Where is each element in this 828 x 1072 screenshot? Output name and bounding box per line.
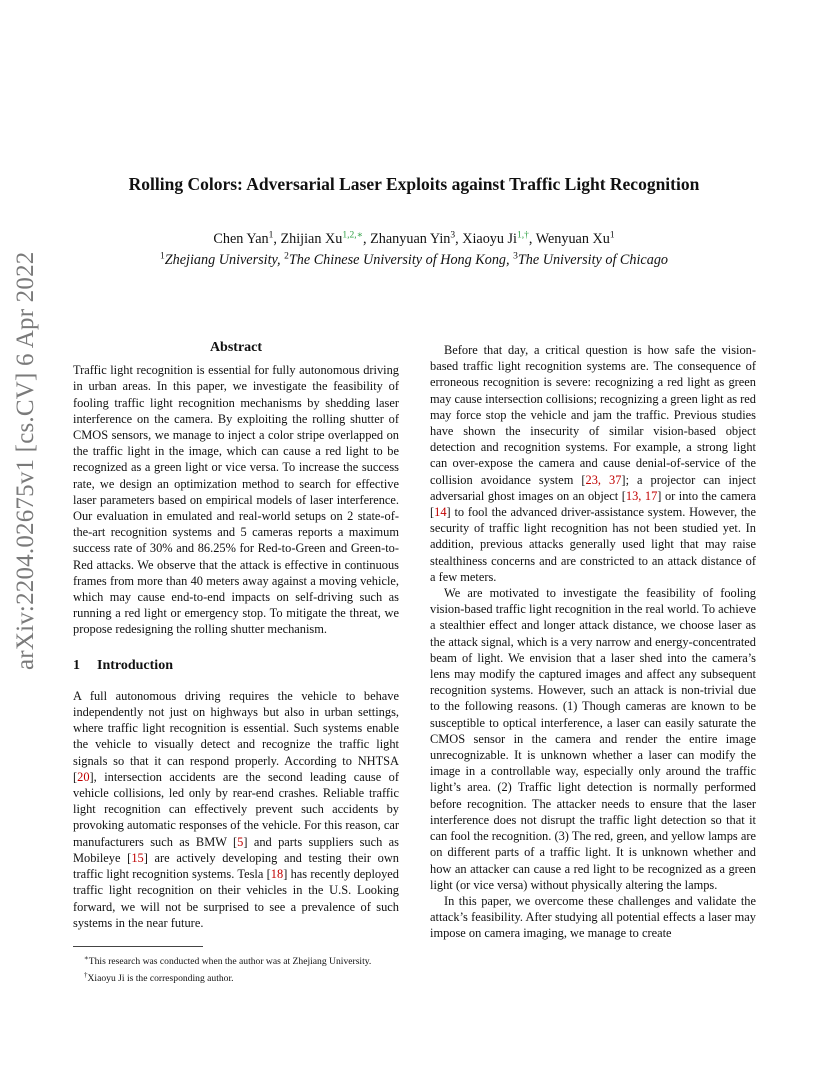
affiliation-mark: 1 [159, 251, 165, 262]
footnotes [84, 952, 404, 986]
footnote-text: This research was conducted when the author was at Zhejiang University. [88, 956, 372, 968]
affiliation-mark: 2 [284, 251, 289, 262]
paper-title: Rolling Colors: Adversarial Laser Exploits against Traffic Light Recognition [128, 174, 700, 194]
arxiv-identifier-text: arXiv:2204.02675v1 [cs.CV] 6 Apr 2022 [12, 251, 39, 670]
footnote [84, 952, 404, 969]
author-affiliation-mark: 1,2,∗ [342, 230, 364, 241]
author-affiliation-mark: 3 [450, 230, 456, 241]
footnote-divider [73, 946, 203, 947]
citation-link[interactable]: 20 [77, 769, 90, 784]
footnote-mark: † [84, 970, 88, 979]
author-name: Wenyuan Xu [535, 231, 610, 247]
affiliation-name: The Chinese University of Hong Kong, [288, 252, 510, 268]
citation-link[interactable]: 18 [270, 867, 284, 882]
affiliation-name: The University of Chicago [517, 252, 669, 268]
author-list: Chen Yan$^1$, Zhijian $Xu^{1,2,∗}$, Zhanyuan Yin$^3$, Xiaoyu $Ji^{1,\dagger}$, Wenyuan Xu$^1$ [213, 230, 615, 247]
citation-link[interactable]: 14 [434, 505, 447, 520]
footnote [84, 969, 404, 986]
abstract-heading: Abstract [209, 340, 263, 355]
section-number: 1 [73, 657, 80, 673]
affiliation-name: Zhejiang University, [164, 252, 281, 268]
intro-paragraph-1: A full autonomous driving requires the vehicle to behave independently not just on highways but also in urban settings, where traffic light recognition is essential. Such systems enable the vehicle to visually detect and recognize the traffic light signals so that it can respond properly. According to NHTSA [20], intersection accidents are the second leading cause of vehicle collisions, led only by rear-end crashes. Reliable traffic light recognition can effectively prevent such accidents by provoking automatic responses of the vehicle. For this reason, car manufacturers such as BMW [5] and parts suppliers such as Mobileye [15] are actively developing and testing their own traffic light recognition systems. Tesla [18] has recently deployed traffic light recognition on their vehicles in the U.S. Looking forward, we will not be surprised to see a prevalence of such systems in the near future. [73, 688, 399, 930]
intro-paragraph-2: Before that day, a critical question is how safe the vision-based traffic light recognition systems are. The consequence of erroneous recognition is severe: recognizing a red light as green may cause intersection collisions; recognizing a green light as red may force stop the vehicle and jam the traffic. Previous studies have shown the insecurity of similar vision-based object detection and recognition systems. For example, a strong light can over-expose the camera and cause denial-of-service of the collision avoidance system [23, 37]; a projector can inject adversarial ghost images on an object [13, 17] or into the camera [14] to fool the advanced driver-assistance system. However, the security of traffic light recognition has not been studied yet. In addition, previous attacks generally used light that may raise stealthiness concerns and are constricted to an attack distance of a few meters. [430, 343, 756, 584]
intro-paragraph-3: We are motivated to investigate the feasibility of fooling vision-based traffic light recognition in the real world. To achieve a stealthier effect and longer attack distance, we choose laser as the attack signal, which is a very narrow and energy-concentrated beam of light. We envision that a laser shed into the camera’s lens may modify the captured images and affect any subsequent recognition systems. However, such an attack is non-trivial due to the following reasons. (1) Though cameras are known to be susceptible to optical interference, a laser can easily saturate the CMOS sensor in the camera and render the entire image unrecognizable. It is unknown whether a laser can modify the image in a controllable way, especially only around the traffic light’s area. (2) Traffic light detection is normally performed before recognition. The attacker needs to ensure that the laser interference does not disrupt the traffic light detection so that it can fool the recognition. (3) The red, green, and yellow lamps are on different parts of a traffic light. It is unknown whether and how an attacker can cause a red light to be recognized as a green light (or vice versa) without physically altering the lamps. [430, 586, 756, 892]
citation-link[interactable]: 5 [237, 834, 244, 849]
section-heading-introduction [73, 658, 399, 674]
affiliation-mark: 3 [513, 251, 518, 262]
right-column [430, 342, 756, 942]
author-name: Xiaoyu Ji [462, 231, 517, 247]
author-name: Chen Yan [213, 231, 269, 247]
intro-paragraph-4: In this paper, we overcome these challenges and validate the attack’s feasibility. After studying all potential effects a laser may impose on camera imaging, we manage to create [430, 893, 756, 941]
citation-link[interactable]: 13, 17 [625, 488, 658, 503]
section-title: Introduction [97, 657, 173, 673]
author-affiliation-mark: 1,† [517, 230, 529, 241]
abstract-text: Traffic light recognition is essential for fully autonomous driving in urban areas. In this paper, we investigate the feasibility of fooling traffic light recognition mechanisms by shedding laser interference on the camera. By exploiting the rolling shutter of CMOS sensors, we manage to inject a color stripe overlapped on the traffic light in the image, which can cause a red light to be recognized as a green light or vice versa. To increase the success rate, we design an optimization method to search for effective laser parameters based on empirical models of laser interference. Our evaluation in emulated and real-world setups on 2 state-of-the-art recognition systems and 5 cameras reports a maximum success rate of 30% and 86.25% for Red-to-Green and Green-to-Red attacks. We observe that the attack is effective in continuous frames from more than 40 meters away against a moving vehicle, which may cause end-to-end impacts on self-driving such as running a red light or emergency stop. To mitigate the threat, we propose redesigning the rolling shutter mechanism. [73, 363, 399, 637]
affiliation-list [0, 252, 828, 269]
author-name: Zhijian Xu [280, 231, 343, 247]
citation-link[interactable]: 15 [131, 850, 144, 865]
left-column [73, 340, 399, 931]
author-affiliation-mark: 1 [609, 230, 615, 241]
author-affiliation-mark: 1 [268, 230, 274, 241]
arxiv-identifier [12, 251, 52, 670]
footnote-text: Xiaoyu Ji is the corresponding author. [87, 972, 234, 984]
citation-link[interactable]: 23, 37 [585, 472, 622, 487]
author-name: Zhanyuan Yin [370, 231, 451, 247]
footnote-mark: ∗ [84, 954, 89, 962]
